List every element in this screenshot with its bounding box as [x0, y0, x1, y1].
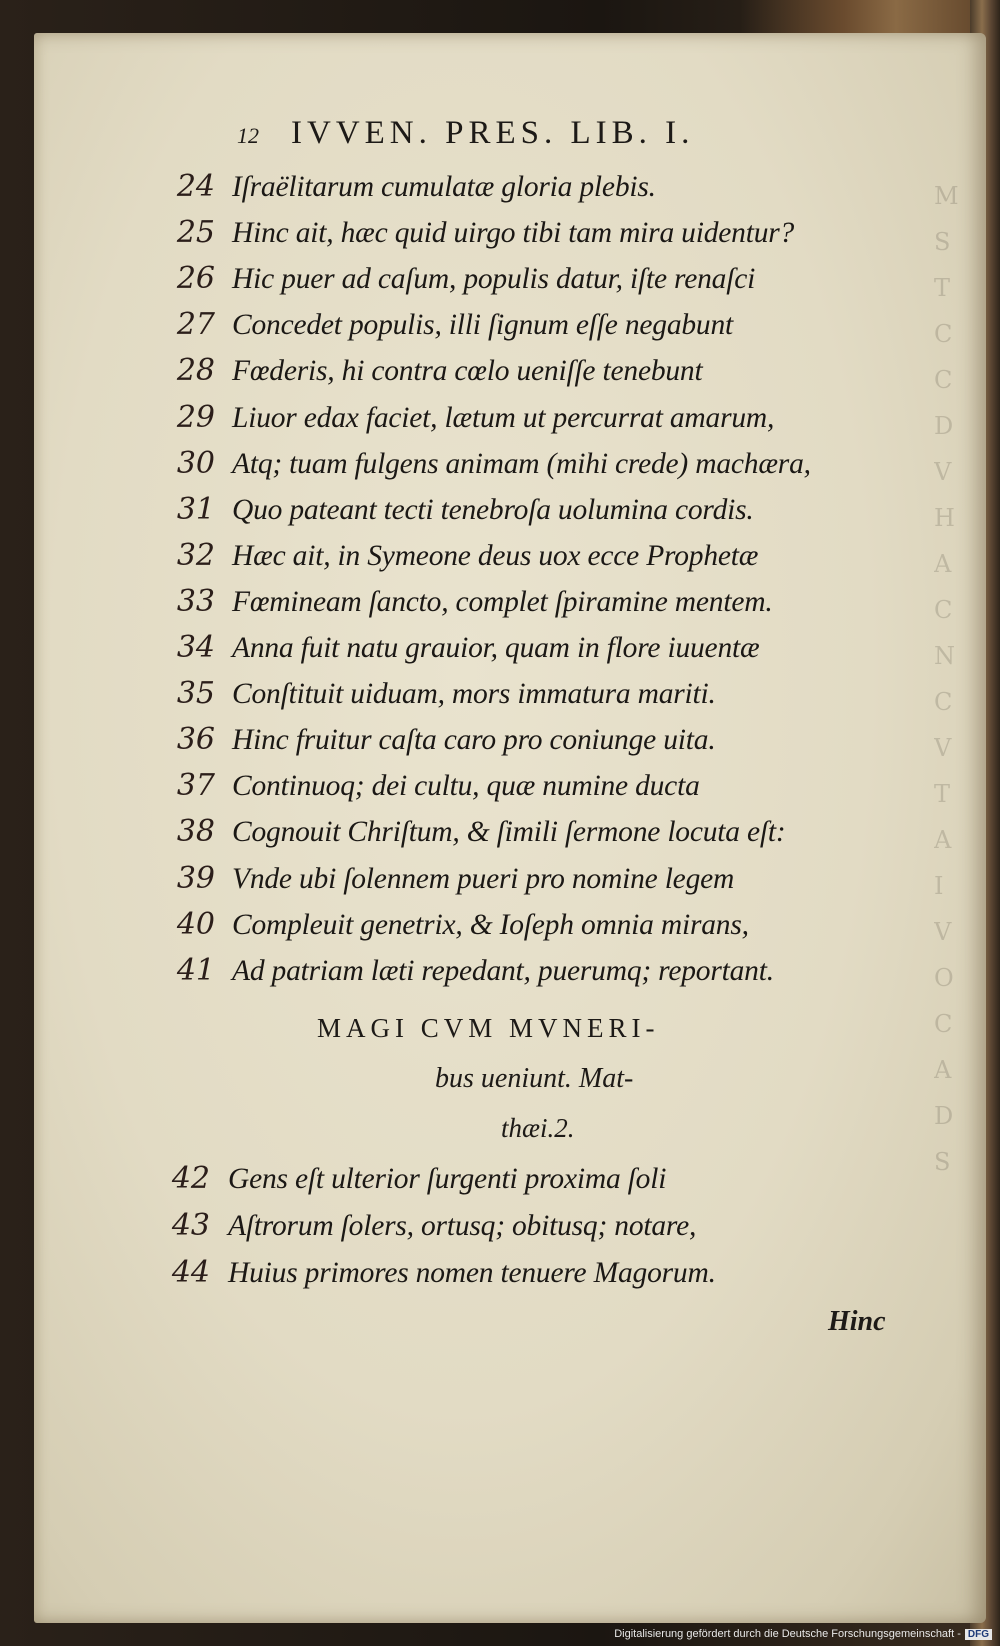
- dfg-logo: DFG: [965, 1629, 992, 1640]
- book-binding-top: [740, 0, 1000, 34]
- line-number: 42: [171, 1161, 210, 1196]
- verse-text: Cognouit Chriſtum, & ſimili ſermone locuta eſt:: [232, 816, 786, 849]
- verse-text: Aſtrorum ſolers, ortusq; obitusq; notare,: [228, 1210, 697, 1242]
- running-head: [237, 115, 694, 152]
- verse-text: Anna fuit natu grauior, quam in flore iuuentæ: [232, 632, 760, 664]
- line-number: 29: [176, 399, 215, 435]
- line-number: 35: [176, 676, 215, 712]
- verse-text: Fœmineam ſancto, complet ſpiramine mentem.: [232, 585, 773, 618]
- verse-text: Fœderis, hi contra cœlo ueniſſe tenebunt: [232, 355, 703, 388]
- line-number: 31: [176, 491, 215, 527]
- line-number: 44: [171, 1255, 210, 1290]
- verse-text: Hic puer ad caſum, populis datur, iſte renaſci: [232, 263, 756, 296]
- verse-text: Hæc ait, in Symeone deus uox ecce Prophetæ: [232, 539, 759, 572]
- line-number: 27: [176, 307, 215, 343]
- verse-text: Continuoq; dei cultu, quæ numine ducta: [232, 770, 700, 803]
- line-number: 24: [176, 169, 215, 204]
- verse-text: Huius primores nomen tenuere Magorum.: [228, 1257, 716, 1289]
- show-through-text: M S T C C D V H A C N C V T A I V O C A D S: [934, 182, 959, 1176]
- verse-text: Ad patriam læti repedant, puerumq; reportant.: [232, 954, 774, 987]
- line-number: 43: [171, 1208, 210, 1243]
- verse-text: Vnde ubi ſolennem pueri pro nomine legem: [232, 862, 735, 895]
- running-head-title: IVVEN. PRES. LIB. I.: [291, 115, 695, 151]
- verse-text: Hinc ait, hæc quid uirgo tibi tam mira uidentur?: [232, 217, 795, 250]
- line-number: 38: [176, 814, 215, 850]
- line-number: 40: [176, 906, 215, 942]
- catchword: Hinc: [828, 1306, 886, 1337]
- section-heading-line-2: bus ueniunt. Mat-: [435, 1063, 634, 1094]
- verse-text: Concedet populis, illi ſignum eſſe negabunt: [232, 309, 734, 342]
- line-number: 28: [176, 353, 215, 389]
- line-number: 26: [176, 261, 215, 297]
- verse-text: Gens eſt ulterior ſurgenti proxima ſoli: [228, 1163, 667, 1195]
- line-number: 36: [176, 722, 215, 758]
- digitization-credit: [614, 1628, 992, 1640]
- verse-text: Liuor edax faciet, lætum ut percurrat amarum,: [232, 401, 775, 434]
- line-number: 33: [176, 583, 215, 619]
- verse-text: Iſraëlitarum cumulatæ gloria plebis.: [232, 171, 656, 203]
- line-number: 34: [176, 630, 215, 665]
- credit-text: Digitalisierung gefördert durch die Deutsche Forschungsgemeinschaft -: [614, 1628, 961, 1640]
- folio-number: 12: [237, 123, 259, 148]
- verse-text: Compleuit genetrix, & Ioſeph omnia mirans,: [232, 908, 749, 941]
- line-number: 25: [176, 215, 215, 251]
- section-heading-line-3: thæi.2.: [501, 1113, 575, 1143]
- line-number: 32: [176, 537, 215, 573]
- section-heading-line-1: MAGI CVM MVNERI-: [317, 1013, 660, 1043]
- line-number: 37: [176, 768, 215, 804]
- verse-text: Hinc fruitur caſta caro pro coniunge uita.: [232, 724, 716, 757]
- verse-text: Conſtituit uiduam, mors immatura mariti.: [232, 678, 716, 711]
- verse-text: Quo pateant tecti tenebroſa uolumina cordis.: [232, 493, 754, 526]
- verse-text: Atq; tuam fulgens animam (mihi crede) machæra,: [232, 447, 811, 480]
- line-number: 30: [176, 445, 215, 481]
- line-number: 41: [176, 952, 215, 988]
- line-number: 39: [176, 860, 215, 896]
